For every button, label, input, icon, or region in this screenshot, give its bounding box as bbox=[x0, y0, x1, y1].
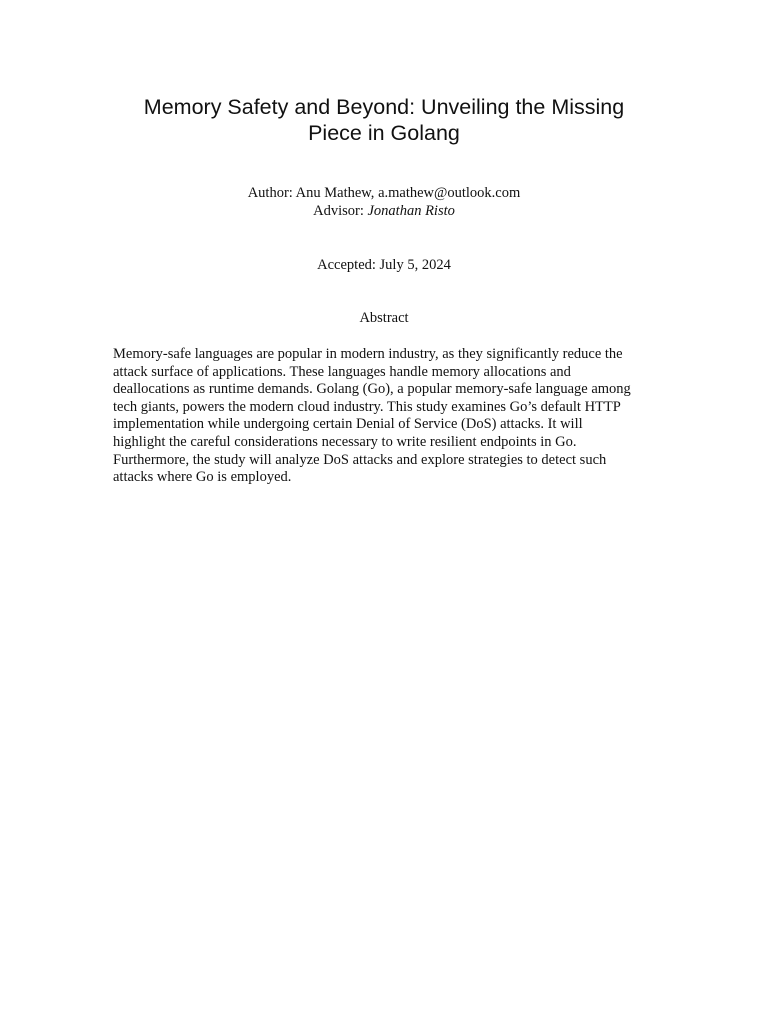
abstract-line: Furthermore, the study will analyze DoS attacks and explore strategies to detect such bbox=[113, 451, 607, 468]
advisor-line bbox=[84, 203, 684, 221]
author-line bbox=[84, 185, 684, 203]
abstract-line: highlight the careful considerations necessary to write resilient endpoints in Go. bbox=[113, 433, 577, 450]
advisor-name: Jonathan Risto bbox=[367, 202, 455, 219]
abstract-body bbox=[113, 346, 661, 487]
accepted-date: Accepted: July 5, 2024 bbox=[317, 257, 451, 273]
abstract-line: Memory-safe languages are popular in modern industry, as they significantly reduce the bbox=[113, 346, 623, 362]
advisor-label: Advisor: bbox=[313, 202, 364, 219]
author-name: Anu Mathew, bbox=[295, 185, 375, 201]
abstract-line: tech giants, powers the modern cloud industry. This study examines Go’s default HTTP bbox=[113, 398, 621, 415]
abstract-line: attacks where Go is employed. bbox=[113, 469, 292, 486]
title-line-2: Piece in Golang bbox=[308, 121, 460, 145]
abstract-line: deallocations as runtime demands. Golang (Go), a popular memory-safe language among bbox=[113, 381, 631, 398]
title-line-1: Memory Safety and Beyond: Unveiling the Missing bbox=[143, 95, 625, 119]
abstract-heading: Abstract bbox=[359, 310, 409, 326]
paper-title bbox=[84, 94, 684, 146]
author-label: Author: bbox=[247, 185, 293, 201]
author-block bbox=[84, 185, 684, 220]
author-email: a.mathew@outlook.com bbox=[378, 185, 521, 201]
abstract-line: implementation while undergoing certain Denial of Service (DoS) attacks. It will bbox=[113, 416, 583, 433]
abstract-line: attack surface of applications. These languages handle memory allocations and bbox=[113, 363, 571, 380]
